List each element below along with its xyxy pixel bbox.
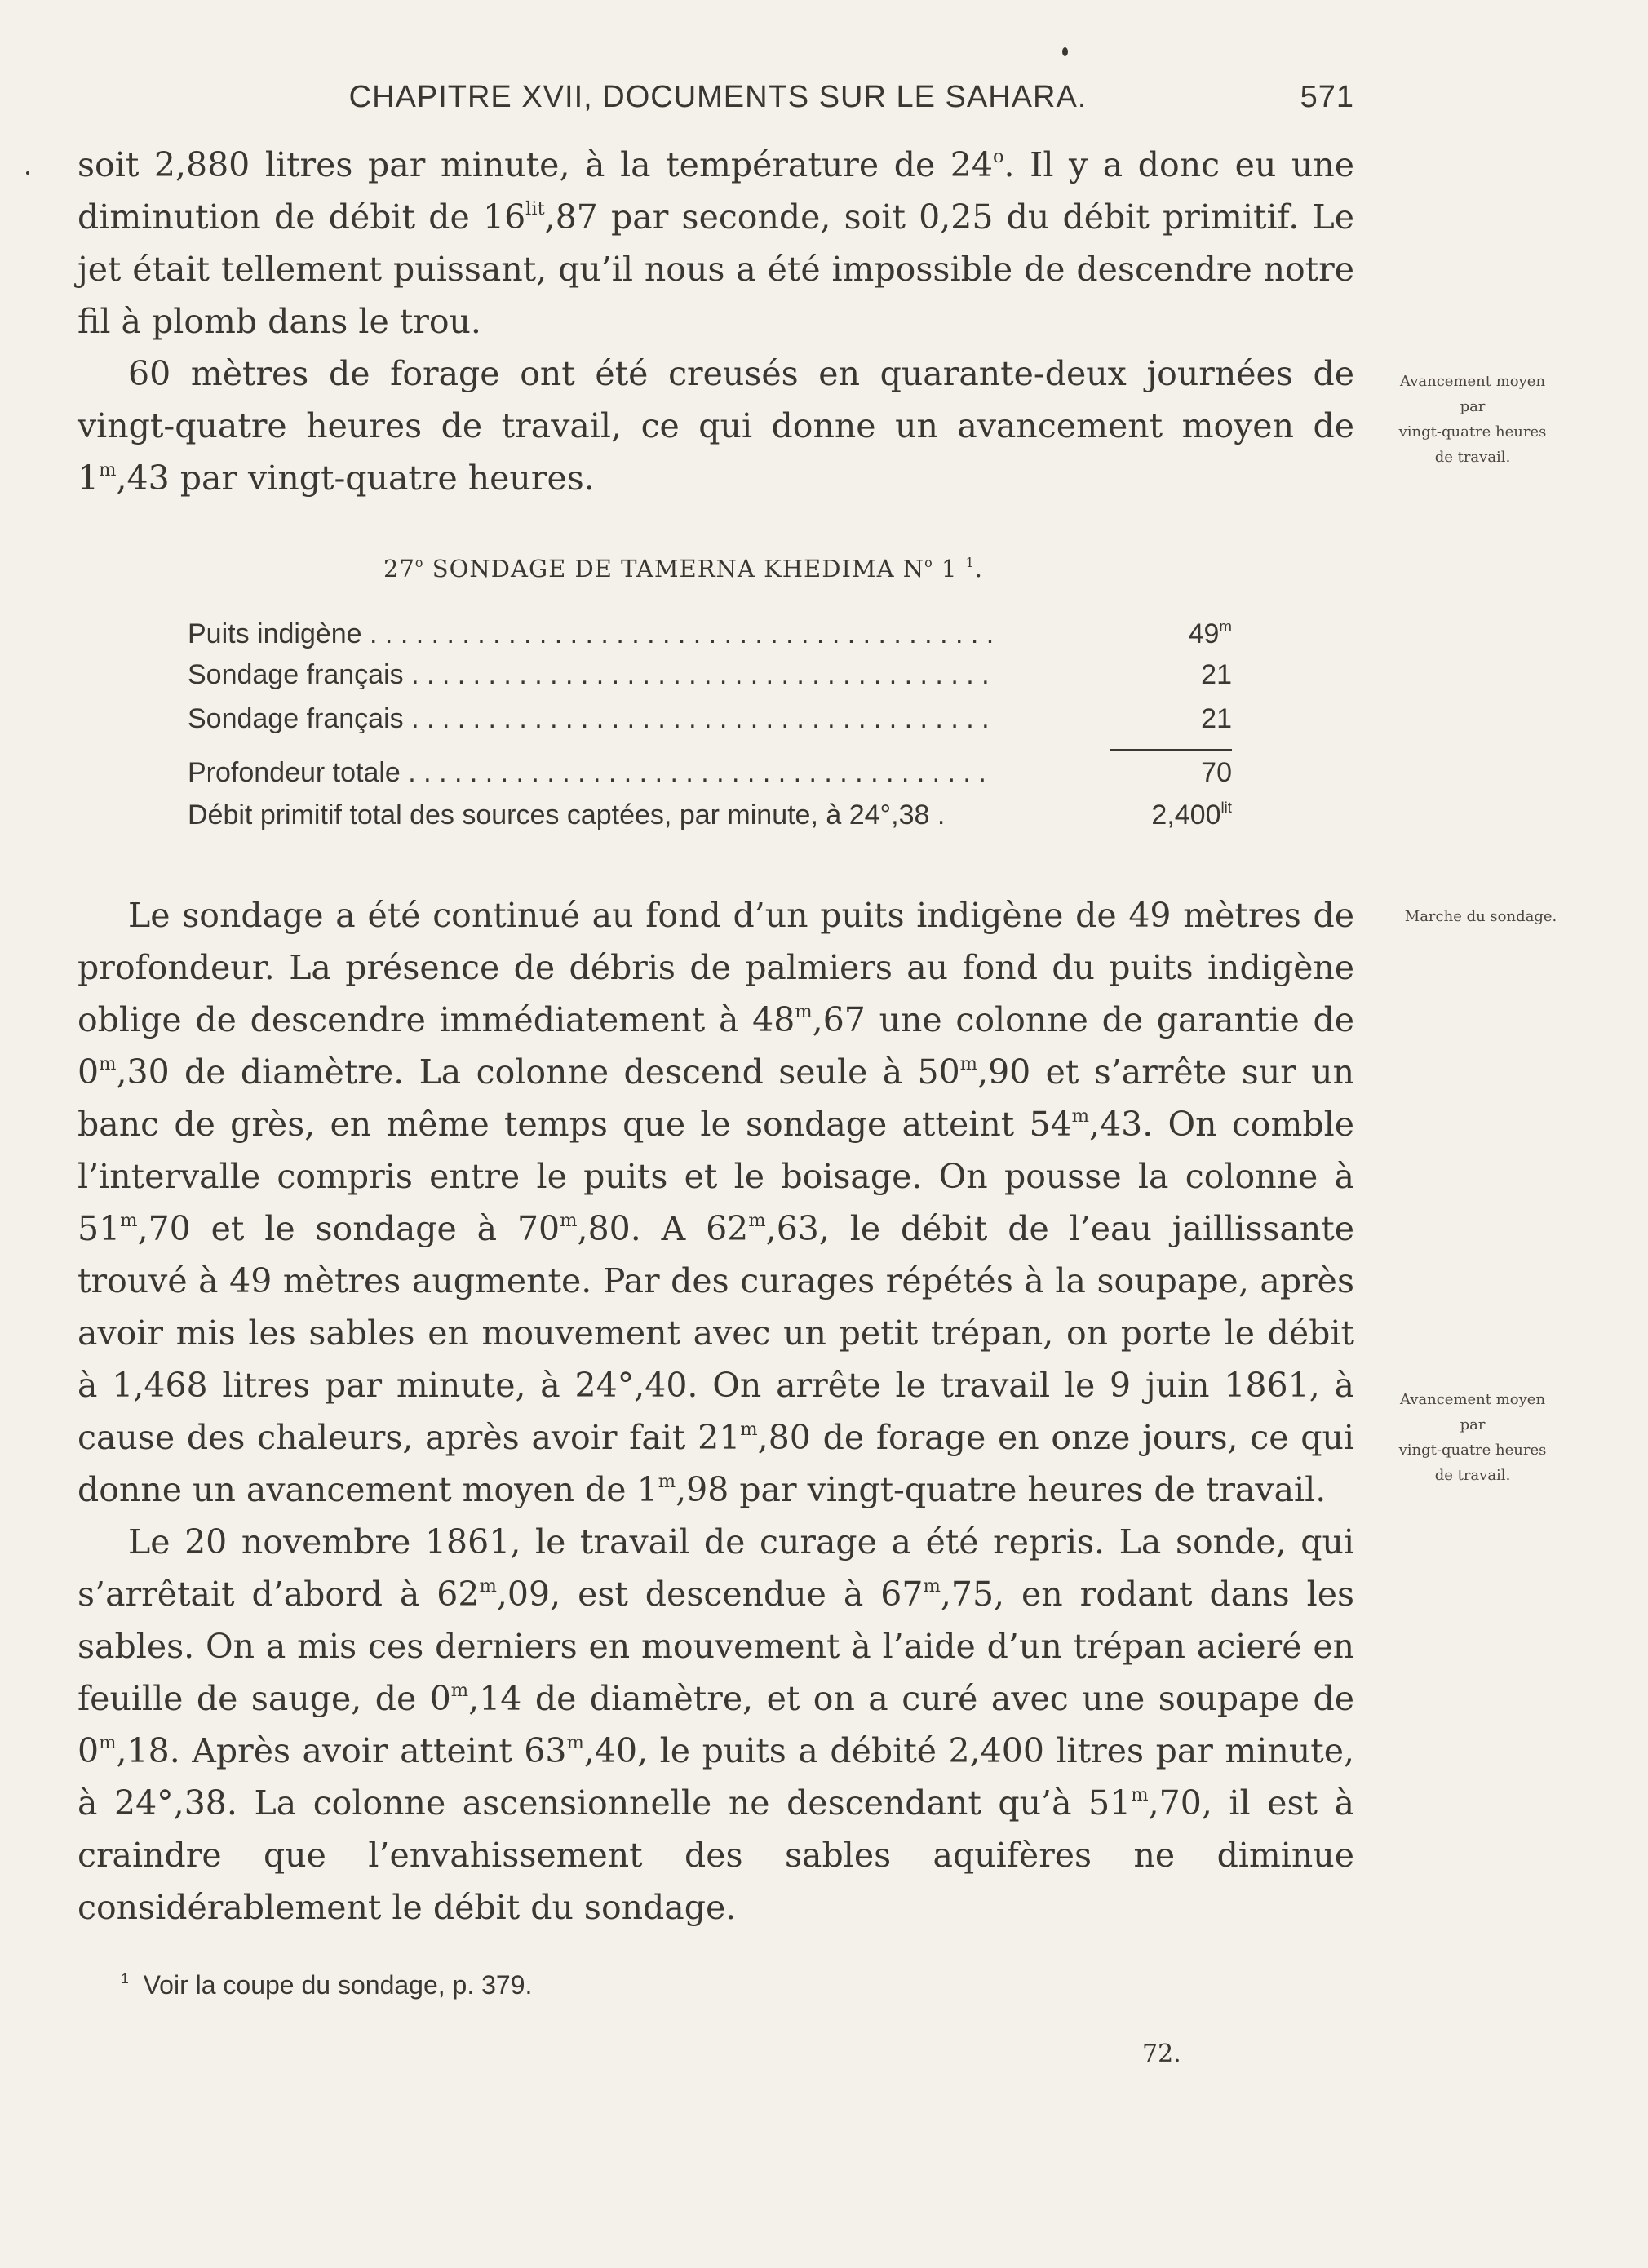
paragraph-4: Le 20 novembre 1861, le travail de curage a été repris. La sonde, qui s’arrêtait d’abord à 62$^m$,09, est descendue à 67$^m$,75, en rodant dans les sables. On a mis ces derniers en mouvement à l’aide d’un trépan acieré en feuille de sauge, de 0$^m$,14 de diamètre, et on a curé avec une soupape de 0$^m$,18. Après avoir atteint 63$^m$,40, le puits a débité 2,400 litres par minute, à 24°,38. La colonne ascensionnelle ne descendant qu’à 51$^m$,70, il est à craindre que l’envahissement des sables aquifères ne diminue considérablement le débit du sondage. bbox=[78, 1522, 1354, 1927]
ink-dot bbox=[1062, 47, 1068, 56]
margin-note-3: Avancement moyen par vingt-quatre heures de travail. bbox=[1398, 1391, 1547, 1484]
table-row: Profondeur totale . . . . . . . . . . . . . . . . . . . . . . . . . . . . . . . . . . . . . . 70 bbox=[188, 757, 1232, 788]
ink-dot bbox=[26, 171, 29, 175]
paragraph-1: soit 2,880 litres par minute, à la température de 24$^o$. Il y a donc eu une diminution de débit de $16^{lit},87$ par seconde, soit 0,25 du débit primitif. Le jet était tellement puissant, qu’il nous a été impossible de descendre notre fil à plomb dans le trou. 60 mètres de forage ont été creusés en quarante-deux journées de vingt-quatre heures de travail, ce qui donne un avancement moyen de 1$^m$,43 par vingt-quatre heures. bbox=[78, 139, 1354, 504]
section-title: 27$^o$ SONDAGE DE TAMERNA KHEDIMA $N^o$ 1 $^1$. bbox=[383, 555, 983, 583]
table-row: Sondage français . . . . . . . . . . . . . . . . . . . . . . . . . . . . . . . . . . . . . . 21 bbox=[188, 703, 1232, 734]
margin-note-1: Avancement moyen par vingt-quatre heures de travail. bbox=[1398, 373, 1547, 466]
table-row: Puits indigène . . . . . . . . . . . . . . . . . . . . . . . . . . . . . . . . . . . . . . . . . 49$^m$ bbox=[188, 617, 1232, 649]
page-number: 571 bbox=[1300, 80, 1354, 114]
running-header bbox=[82, 80, 1354, 129]
footnote: $^1$ Voir la coupe du sondage, p. 379. bbox=[121, 1969, 533, 2000]
chapter-title: CHAPITRE XVII, DOCUMENTS SUR LE SAHARA. bbox=[348, 80, 1088, 114]
margin-note-2: Marche du sondage. bbox=[1404, 908, 1557, 925]
signature-mark: 72. bbox=[1142, 2040, 1181, 2068]
sum-rule bbox=[1110, 749, 1232, 751]
table-row: Débit primitif total des sources captées, par minute, à 24°,38 . $2,400^{lit}$ bbox=[188, 798, 1232, 831]
paragraph-2: 60 mètres de forage ont été creusés en quarante-deux journées de vingt-quatre heures de travail, ce qui donne un avancement moyen de 1$^m$,43 par vingt-quatre heures. bbox=[78, 354, 1354, 498]
paragraph-3: Le sondage a été continué au fond d’un puits indigène de 49 mètres de profondeur. La présence de débris de palmiers au fond du puits indigène oblige de descendre immédiatement à 48$^m$,67 une colonne de garantie de 0$^m$,30 de diamètre. La colonne descend seule à 50$^m$,90 et s’arrête sur un banc de grès, en même temps que le sondage atteint 54$^m$,43. On comble l’intervalle compris entre le puits et le boisage. On pousse la colonne à 51$^m$,70 et le sondage à 70$^m$,80. A 62$^m$,63, le débit de l’eau jaillissante trouvé à 49 mètres augmente. Par des curages répétés à la soupape, après avoir mis les sables en mouvement avec un petit trépan, on porte le débit à 1,468 litres par minute, à 24°,40. On arrête le travail le 9 juin 1861, à cause des chaleurs, après avoir fait 21$^m$,80 de forage en onze jours, ce qui donne un avancement moyen de 1$^m$,98 par vingt-quatre heures de travail. Le 20 novembre 1861, le travail de curage a été repris. La sonde, qui s’arrêtait d’abord à 62$^m$,09, est descendue à 67$^m$,75, en rodant dans les sables. On a mis ces derniers en mouvement à l’aide d’un trépan acieré en feuille de sauge, de 0$^m$,14 de diamètre, et on a curé avec une soupape de 0$^m$,18. Après avoir atteint 63$^m$,40, le puits a débité 2,400 litres par minute, à 24°,38. La colonne ascensionnelle ne descendant qu’à 51$^m$,70, il est à craindre que l’envahissement des sables aquifères ne diminue considérablement le débit du sondage. bbox=[78, 889, 1354, 1934]
table-row: Sondage français . . . . . . . . . . . . . . . . . . . . . . . . . . . . . . . . . . . . . . 21 bbox=[188, 659, 1232, 690]
